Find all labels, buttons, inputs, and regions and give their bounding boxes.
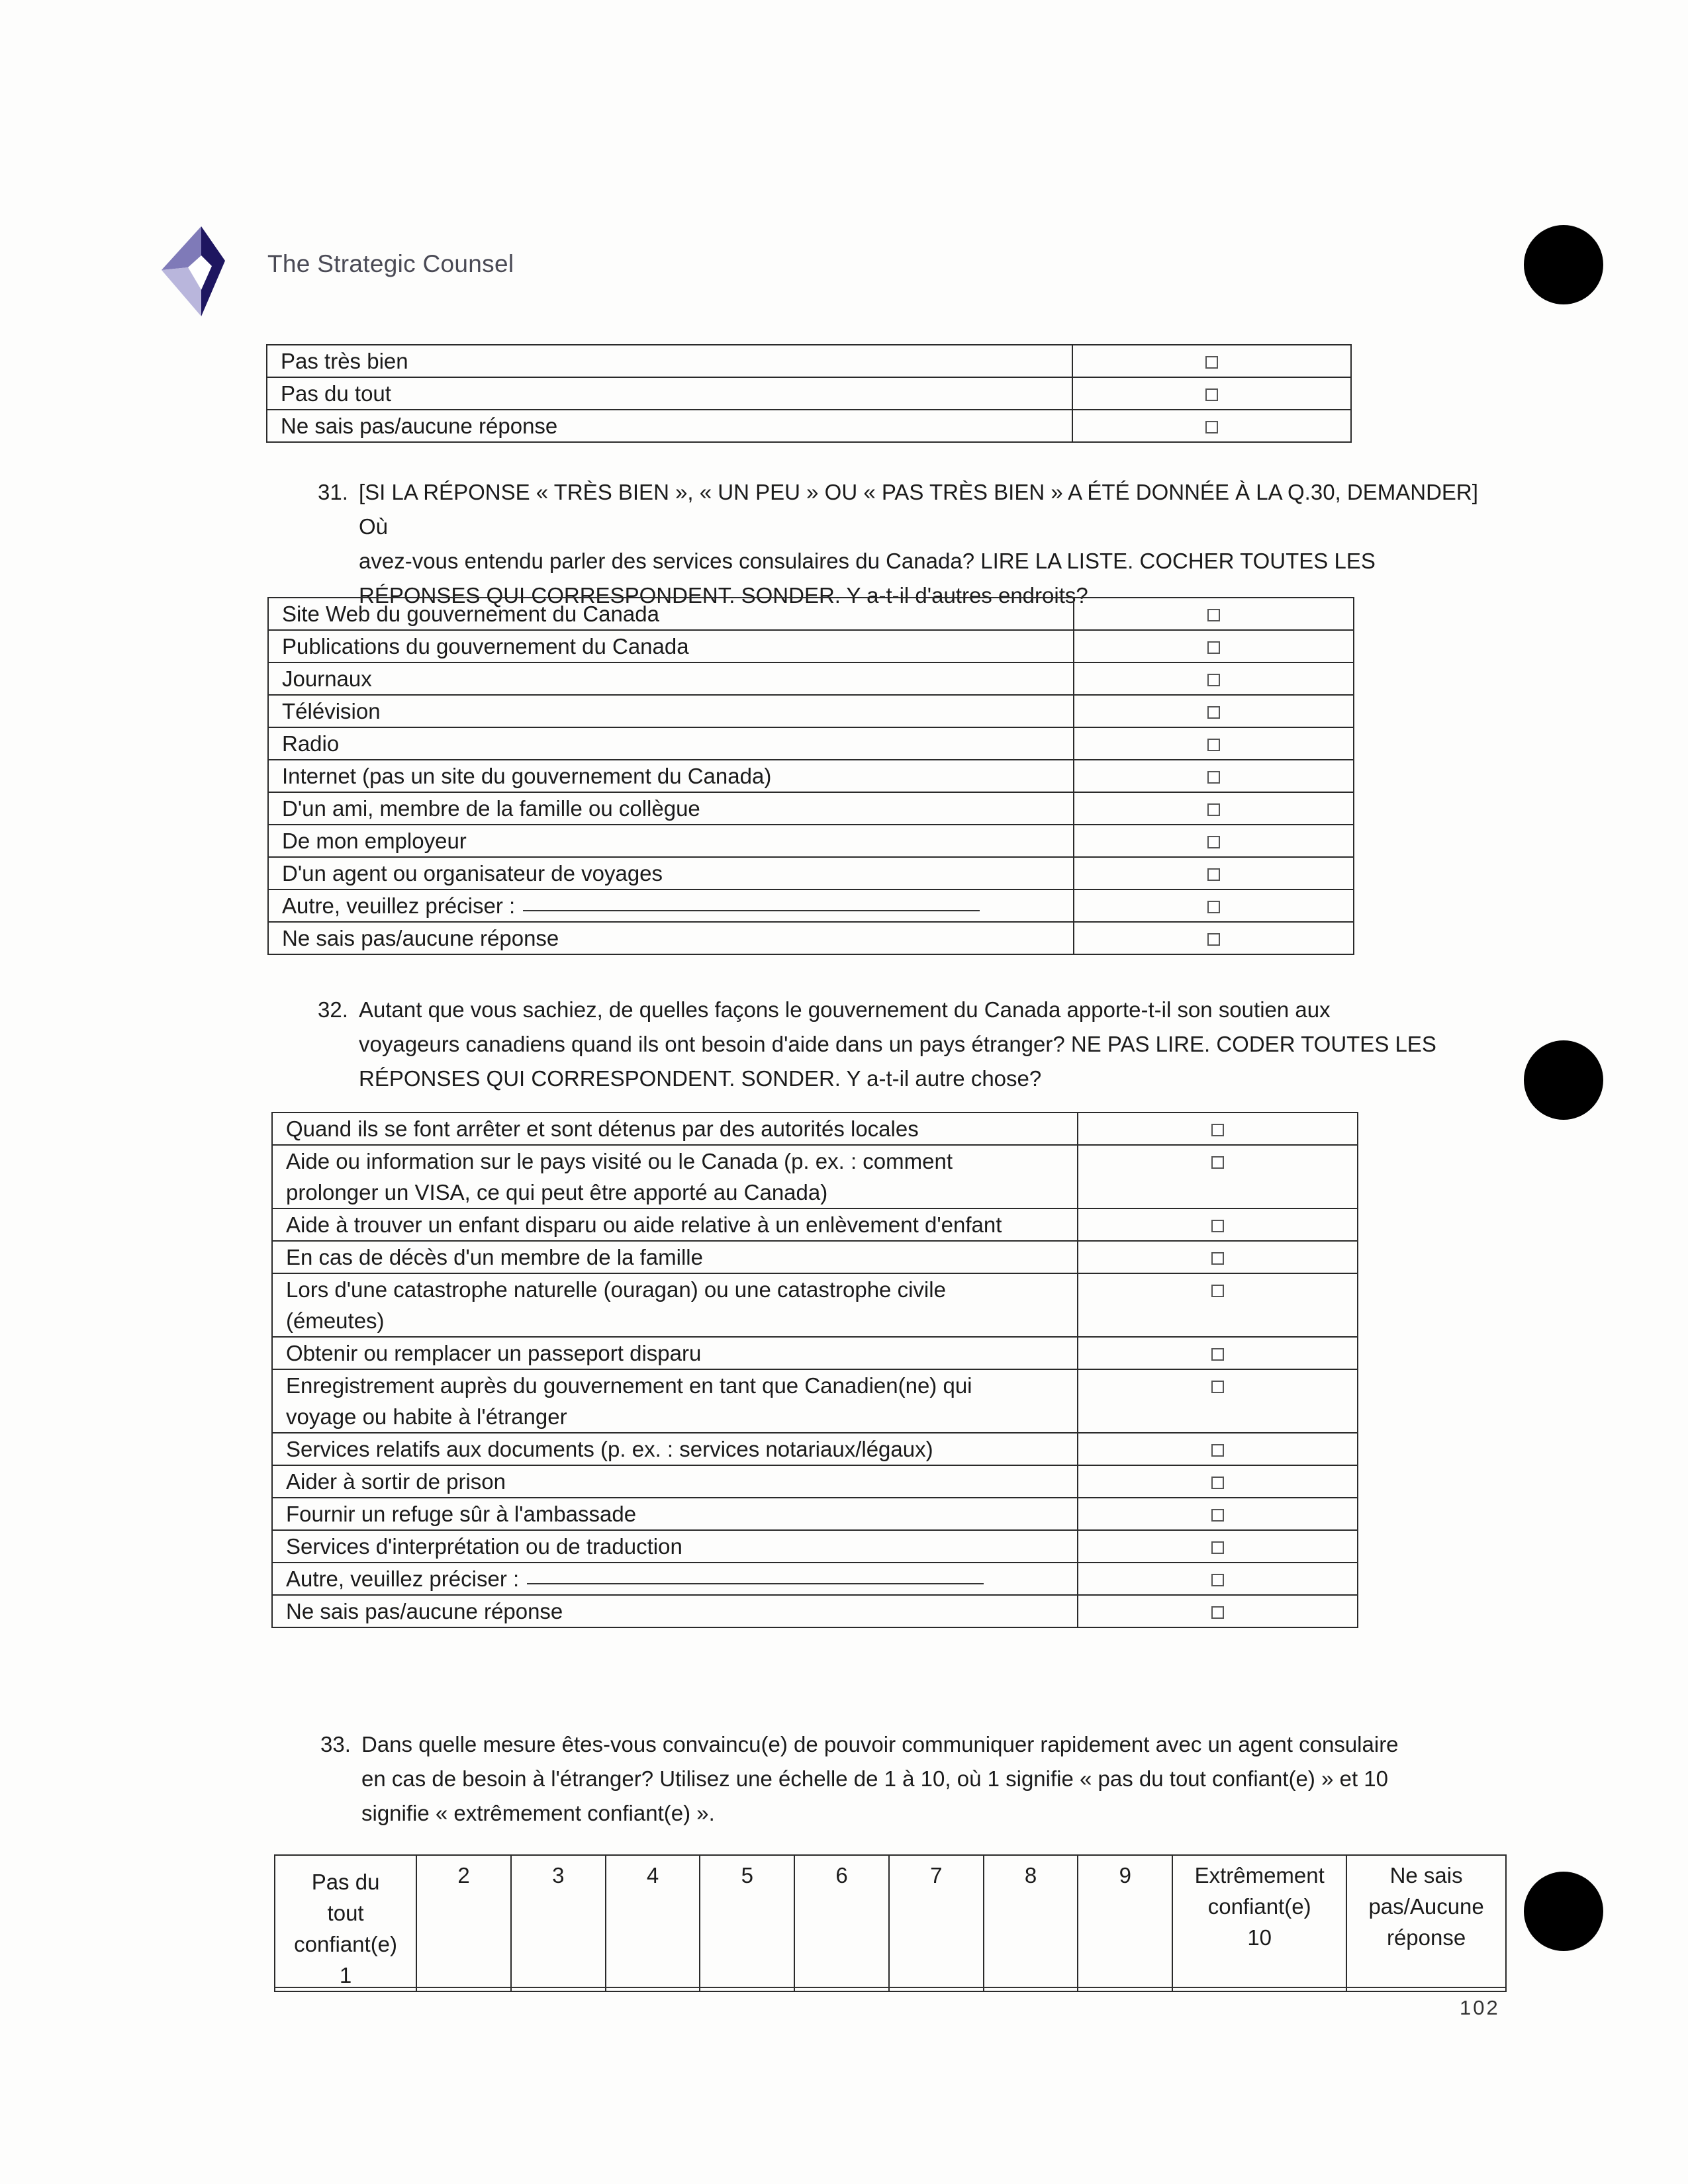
option-label: Pas du tout	[281, 381, 391, 406]
option-row	[272, 1563, 1358, 1595]
option-label: voyage ou habite à l'étranger	[286, 1404, 567, 1429]
option-label-cell	[272, 1273, 1078, 1337]
checkbox-cell	[1074, 630, 1354, 662]
option-row	[268, 792, 1354, 825]
brand-name: The Strategic Counsel	[267, 250, 514, 277]
checkbox-cell	[1072, 377, 1351, 410]
scale-option-label: 5	[741, 1863, 753, 1888]
scale-option-label: 7	[930, 1863, 943, 1888]
option-label: Fournir un refuge sûr à l'ambassade	[286, 1502, 637, 1526]
checkbox-cell	[1074, 857, 1354, 889]
checkbox[interactable]	[1207, 836, 1220, 848]
scale-option-label: Pas du	[311, 1870, 380, 1894]
checkbox[interactable]	[1207, 641, 1220, 654]
question-text-line: signifie « extrêmement confiant(e) ».	[361, 1801, 715, 1825]
checkbox-cell	[1072, 345, 1351, 377]
option-row	[267, 410, 1351, 442]
option-row	[268, 857, 1354, 889]
scale-option-label: 3	[552, 1863, 565, 1888]
checkbox-cell	[1074, 662, 1354, 695]
scale-option-cell[interactable]	[1078, 1855, 1172, 1991]
scale-option-label: pas/Aucune	[1368, 1894, 1484, 1919]
option-row	[272, 1337, 1358, 1369]
checkbox[interactable]	[1211, 1156, 1224, 1169]
checkbox[interactable]	[1207, 868, 1220, 881]
option-label: Ne sais pas/aucune réponse	[286, 1599, 563, 1623]
checkbox-cell	[1078, 1241, 1358, 1273]
option-label-cell	[272, 1145, 1078, 1208]
scale-option-cell[interactable]	[511, 1855, 606, 1991]
punch-hole-middle	[1524, 1040, 1603, 1120]
option-label-cell	[267, 410, 1072, 442]
option-label: Aider à sortir de prison	[286, 1469, 506, 1494]
checkbox[interactable]	[1211, 1477, 1224, 1489]
checkbox-cell	[1074, 760, 1354, 792]
punch-hole-bottom	[1524, 1872, 1603, 1951]
option-row	[268, 889, 1354, 922]
scale-option-label: 6	[835, 1863, 848, 1888]
option-row	[268, 825, 1354, 857]
option-row	[268, 662, 1354, 695]
option-row	[272, 1595, 1358, 1627]
option-label: Journaux	[282, 666, 372, 691]
strategic-counsel-logo	[162, 226, 225, 316]
question-31	[318, 475, 1509, 608]
checkbox[interactable]	[1211, 1220, 1224, 1232]
checkbox[interactable]	[1207, 706, 1220, 719]
option-label-cell	[268, 889, 1074, 922]
option-label-cell	[272, 1208, 1078, 1241]
punch-hole-top	[1524, 225, 1603, 304]
option-label-cell	[272, 1563, 1078, 1595]
question-number: 31.	[318, 480, 348, 504]
checkbox[interactable]	[1211, 1574, 1224, 1586]
question-text-line: avez-vous entendu parler des services consulaires du Canada? LIRE LA LISTE. COCHER TOUTES LES	[359, 549, 1376, 573]
option-label: Site Web du gouvernement du Canada	[282, 602, 659, 626]
checkbox-cell	[1078, 1465, 1358, 1498]
scale-option-cell[interactable]	[416, 1855, 511, 1991]
question-text-line: RÉPONSES QUI CORRESPONDENT. SONDER. Y a-t-il d'autres endroits?	[359, 583, 1088, 608]
scale-option-label: Extrêmement	[1194, 1863, 1325, 1888]
option-label: Ne sais pas/aucune réponse	[281, 414, 558, 438]
option-row	[268, 598, 1354, 630]
q32-options-table	[271, 1112, 1358, 1628]
scale-option-cell[interactable]	[794, 1855, 889, 1991]
option-label-cell	[267, 377, 1072, 410]
option-label: Quand ils se font arrêter et sont détenus par des autorités locales	[286, 1116, 919, 1141]
checkbox[interactable]	[1207, 674, 1220, 686]
checkbox[interactable]	[1211, 1541, 1224, 1554]
option-label	[286, 1563, 1077, 1594]
option-row	[268, 630, 1354, 662]
checkbox-cell	[1072, 410, 1351, 442]
q31-options-table	[267, 597, 1354, 955]
option-row	[272, 1208, 1358, 1241]
option-row	[272, 1145, 1358, 1208]
option-label: prolonger un VISA, ce qui peut être apporté au Canada)	[286, 1180, 828, 1205]
checkbox-cell	[1078, 1273, 1358, 1337]
option-label-cell	[272, 1241, 1078, 1273]
option-row	[272, 1113, 1358, 1145]
option-label-cell	[268, 760, 1074, 792]
option-label-text: Autre, veuillez préciser :	[286, 1567, 520, 1591]
option-label: Aide à trouver un enfant disparu ou aide relative à un enlèvement d'enfant	[286, 1212, 1002, 1237]
option-label: Ne sais pas/aucune réponse	[282, 926, 559, 950]
scale-option-cell[interactable]	[1346, 1855, 1506, 1991]
option-row	[272, 1273, 1358, 1337]
option-label: Obtenir ou remplacer un passeport disparu	[286, 1341, 702, 1365]
option-label-cell	[268, 792, 1074, 825]
option-label: D'un agent ou organisateur de voyages	[282, 861, 663, 886]
scale-option-label: 4	[646, 1863, 659, 1888]
scale-option-label: 10	[1247, 1925, 1272, 1950]
option-label: Services relatifs aux documents (p. ex. : services notariaux/légaux)	[286, 1437, 933, 1461]
specify-blank-line[interactable]	[527, 1563, 984, 1584]
checkbox[interactable]	[1207, 609, 1220, 621]
checkbox-cell	[1078, 1433, 1358, 1465]
option-row	[267, 377, 1351, 410]
checkbox-cell	[1074, 825, 1354, 857]
question-text-line: [SI LA RÉPONSE « TRÈS BIEN », « UN PEU » OU « PAS TRÈS BIEN » A ÉTÉ DONNÉE À LA Q.30, DEMANDER] Où	[359, 480, 1478, 539]
option-row	[272, 1433, 1358, 1465]
option-label-cell	[272, 1498, 1078, 1530]
scale-option-label: 9	[1119, 1863, 1131, 1888]
checkbox[interactable]	[1211, 1252, 1224, 1265]
option-label: En cas de décès d'un membre de la famille	[286, 1245, 703, 1269]
option-label-cell	[268, 825, 1074, 857]
option-row	[272, 1241, 1358, 1273]
q30-continued-table	[266, 344, 1352, 443]
option-label-cell	[267, 345, 1072, 377]
option-label-cell	[272, 1369, 1078, 1433]
option-row	[268, 695, 1354, 727]
option-row	[272, 1530, 1358, 1563]
option-row	[268, 922, 1354, 954]
question-text-line: RÉPONSES QUI CORRESPONDENT. SONDER. Y a-t-il autre chose?	[359, 1066, 1042, 1091]
option-row	[272, 1369, 1358, 1433]
option-label: Radio	[282, 731, 340, 756]
scale-option-cell[interactable]	[1172, 1855, 1346, 1991]
option-label-cell	[272, 1465, 1078, 1498]
checkbox[interactable]	[1211, 1285, 1224, 1297]
checkbox-cell	[1078, 1595, 1358, 1627]
option-label: D'un ami, membre de la famille ou collègue	[282, 796, 700, 821]
page-number: 102	[1460, 1996, 1500, 2019]
checkbox-cell	[1078, 1530, 1358, 1563]
scale-option-cell[interactable]	[700, 1855, 794, 1991]
checkbox[interactable]	[1207, 803, 1220, 816]
scale-option-label: 2	[457, 1863, 470, 1888]
option-row	[267, 345, 1351, 377]
checkbox-cell	[1074, 792, 1354, 825]
checkbox-cell	[1078, 1563, 1358, 1595]
checkbox[interactable]	[1211, 1381, 1224, 1393]
option-label-cell	[272, 1433, 1078, 1465]
checkbox[interactable]	[1211, 1348, 1224, 1361]
checkbox[interactable]	[1207, 901, 1220, 913]
option-label-text: Autre, veuillez préciser :	[282, 893, 516, 918]
checkbox[interactable]	[1207, 933, 1220, 946]
scale-option-cell[interactable]	[275, 1855, 416, 1991]
question-32	[318, 993, 1509, 1099]
option-label	[282, 890, 1073, 921]
checkbox[interactable]	[1211, 1124, 1224, 1136]
option-label-cell	[272, 1595, 1078, 1627]
checkbox[interactable]	[1211, 1509, 1224, 1522]
checkbox[interactable]	[1211, 1444, 1224, 1457]
checkbox[interactable]	[1205, 421, 1218, 433]
option-label: Enregistrement auprès du gouvernement en tant que Canadien(ne) qui	[286, 1373, 972, 1398]
option-label: Lors d'une catastrophe naturelle (ouragan) ou une catastrophe civile	[286, 1277, 946, 1302]
scale-option-label: Ne sais	[1389, 1863, 1463, 1888]
specify-blank-line[interactable]	[523, 890, 980, 911]
checkbox[interactable]	[1207, 739, 1220, 751]
option-row	[272, 1465, 1358, 1498]
checkbox-cell	[1074, 695, 1354, 727]
option-label-cell	[268, 727, 1074, 760]
option-label-cell	[268, 857, 1074, 889]
checkbox-cell	[1074, 889, 1354, 922]
option-label: Aide ou information sur le pays visité ou le Canada (p. ex. : comment	[286, 1149, 953, 1173]
option-label-cell	[272, 1337, 1078, 1369]
scale-option-label: réponse	[1386, 1925, 1466, 1950]
checkbox-cell	[1078, 1337, 1358, 1369]
option-label: Pas très bien	[281, 349, 408, 373]
option-label: Internet (pas un site du gouvernement du Canada)	[282, 764, 772, 788]
checkbox-cell	[1078, 1208, 1358, 1241]
option-label-cell	[272, 1530, 1078, 1563]
checkbox-cell	[1074, 727, 1354, 760]
question-text-line: Dans quelle mesure êtes-vous convaincu(e) de pouvoir communiquer rapidement avec un agent consulaire	[361, 1732, 1399, 1756]
scale-option-label: 8	[1024, 1863, 1037, 1888]
option-label-cell	[268, 630, 1074, 662]
checkbox[interactable]	[1205, 356, 1218, 369]
option-label-cell	[272, 1113, 1078, 1145]
option-label: Services d'interprétation ou de traduction	[286, 1534, 682, 1559]
option-label: (émeutes)	[286, 1308, 385, 1333]
scale-option-label: confiant(e)	[294, 1932, 398, 1956]
scale-option-label: confiant(e)	[1207, 1894, 1311, 1919]
option-label-cell	[268, 695, 1074, 727]
checkbox[interactable]	[1207, 771, 1220, 784]
checkbox[interactable]	[1205, 388, 1218, 401]
option-label-cell	[268, 598, 1074, 630]
checkbox-cell	[1078, 1145, 1358, 1208]
checkbox-cell	[1078, 1113, 1358, 1145]
option-label: Télévision	[282, 699, 381, 723]
option-row	[268, 760, 1354, 792]
question-33	[320, 1727, 1512, 1833]
checkbox-cell	[1078, 1498, 1358, 1530]
checkbox-cell	[1078, 1369, 1358, 1433]
footer-rule	[274, 1987, 1505, 1988]
question-text-line: Autant que vous sachiez, de quelles façons le gouvernement du Canada apporte-t-il son soutien aux	[359, 997, 1331, 1022]
option-label: De mon employeur	[282, 829, 467, 853]
option-label: Publications du gouvernement du Canada	[282, 634, 689, 659]
scale-option-cell[interactable]	[889, 1855, 984, 1991]
checkbox[interactable]	[1211, 1606, 1224, 1619]
option-label-cell	[268, 922, 1074, 954]
checkbox-cell	[1074, 598, 1354, 630]
option-row	[268, 727, 1354, 760]
question-text-line: voyageurs canadiens quand ils ont besoin d'aide dans un pays étranger? NE PAS LIRE. CODER TOUTES LES	[359, 1032, 1436, 1056]
checkbox-cell	[1074, 922, 1354, 954]
scale-option-cell[interactable]	[984, 1855, 1078, 1991]
q33-scale-table	[274, 1854, 1507, 1992]
scale-option-cell[interactable]	[606, 1855, 700, 1991]
question-number: 32.	[318, 997, 348, 1022]
scale-option-label: tout	[327, 1901, 364, 1925]
question-number: 33.	[320, 1732, 351, 1756]
scale-option-label: 1	[339, 1963, 352, 1987]
question-text-line: en cas de besoin à l'étranger? Utilisez une échelle de 1 à 10, où 1 signifie « pas du tout confiant(e) » et 10	[361, 1766, 1388, 1791]
option-label-cell	[268, 662, 1074, 695]
option-row	[272, 1498, 1358, 1530]
